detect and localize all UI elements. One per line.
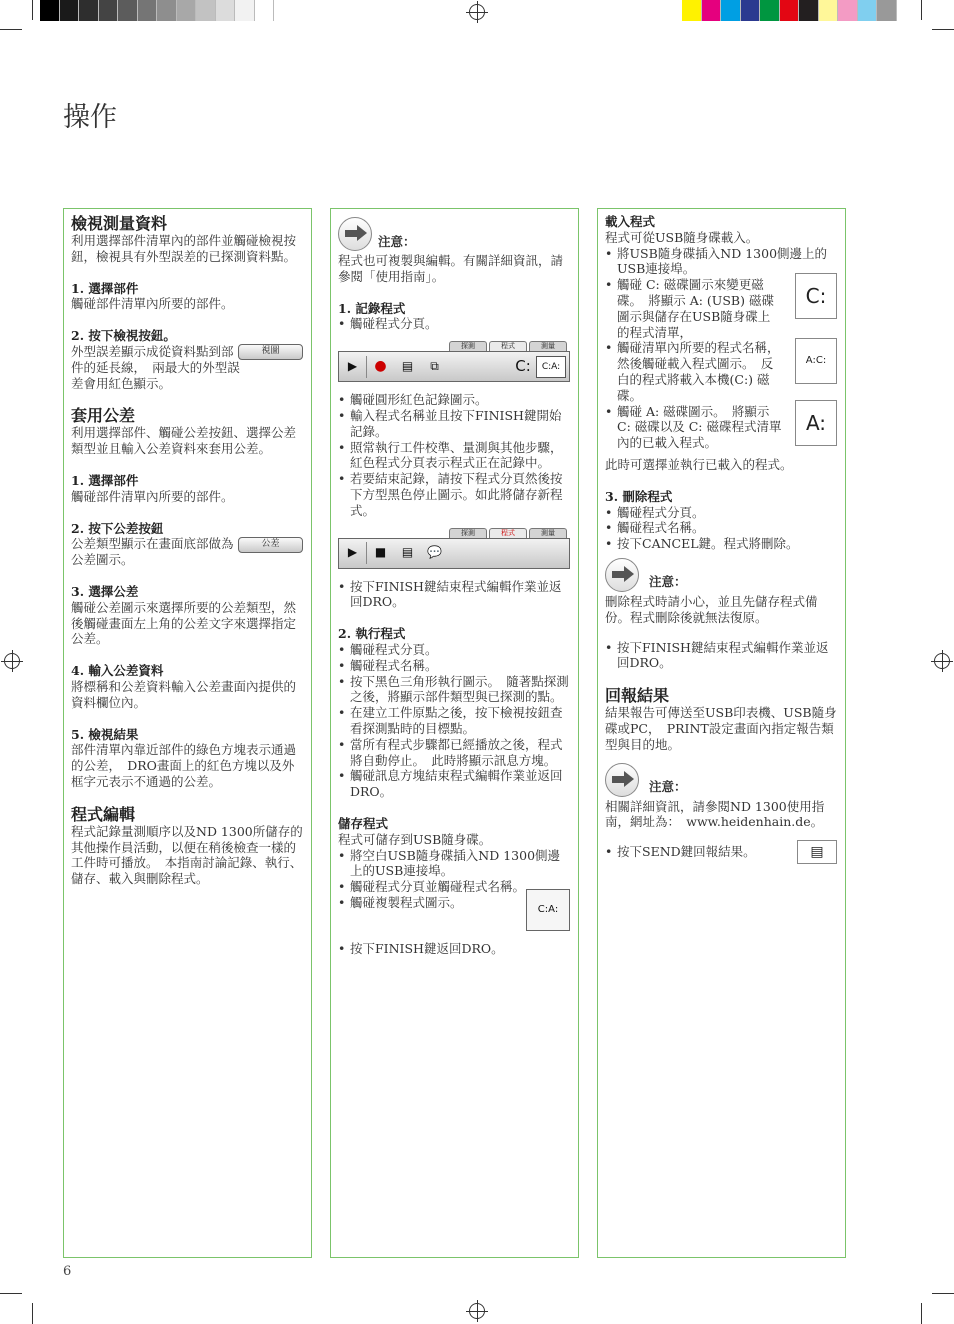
record-icon[interactable]: ● — [374, 357, 387, 374]
paragraph: 此時可選擇並執行已載入的程式。 — [605, 456, 793, 472]
color-calibration-bar — [682, 0, 897, 21]
drive-a-icon[interactable]: A: — [795, 400, 837, 446]
color-swatch — [877, 0, 897, 21]
section-title: 載入程式 — [605, 214, 656, 229]
note-header — [338, 217, 570, 251]
step-title: 3. 刪除程式 — [605, 488, 673, 504]
note-label: 注意： — [378, 233, 416, 249]
registration-mark-right — [934, 653, 950, 669]
page-number: 6 — [63, 1264, 72, 1279]
edit-icon[interactable]: ▤ — [401, 545, 414, 560]
note-header — [605, 763, 837, 797]
list-item: • 觸碰 A: 磁碟圖示。 將顯示 C: 磁碟以及 C: 磁碟程式清單內的已載入程式。 A: — [605, 404, 837, 451]
program-toolbar-record — [338, 341, 570, 382]
crop-mark — [0, 29, 22, 30]
list-item: • 觸碰清單內所要的程式名稱，然後觸碰載入程式圖示。 反白的程式將載入本機(C:) 磁碟。 A:C: — [605, 340, 837, 403]
page-title: 操作 — [63, 102, 117, 133]
paragraph: 程式可從USB隨身碟載入。 — [605, 229, 759, 245]
note-text: 程式也可複製與編輯。有關詳細資訊，請參閱「使用指南」。 — [338, 253, 564, 284]
gray-swatch — [235, 0, 255, 21]
section-title: 檢視測量資料 — [71, 214, 168, 233]
step-title: 2. 按下公差按鈕 — [71, 520, 164, 536]
tab-measure[interactable]: 測量 — [529, 528, 567, 538]
run-icon[interactable]: ▶ — [347, 545, 358, 560]
list-item: • 觸碰程式名稱。 — [338, 658, 570, 674]
column-1 — [63, 208, 312, 1258]
crop-mark — [921, 1303, 922, 1324]
paragraph: 外型誤差顯示成從資料點到部件的延長線， 兩最大的外型誤差會用紅色顯示。 — [71, 343, 240, 391]
gray-swatch — [177, 0, 197, 21]
file-icon[interactable]: ⧉ — [430, 358, 439, 373]
list-item: • 在建立工件原點之後，按下檢視按鈕查看探測點時的目標點。 — [338, 705, 570, 737]
list-item: • 將空白USB隨身碟插入ND 1300側邊上的USB連接埠。 — [338, 848, 570, 880]
drive-c-icon[interactable]: C: — [515, 356, 531, 375]
crop-mark — [32, 1303, 33, 1324]
edit-icon[interactable]: ▤ — [401, 358, 414, 373]
note-arrow-icon — [605, 763, 639, 797]
paragraph: 觸碰公差圖示來選擇所要的公差類型，然後觸碰畫面左上角的公差文字來選擇指定公差。 — [71, 599, 297, 647]
step-title: 3. 選擇公差 — [71, 583, 139, 599]
list-item: • 觸碰訊息方塊結束程式編輯作業並返回DRO。 — [338, 768, 570, 800]
list-item: • 觸碰程式分頁並觸碰程式名稱。 — [338, 879, 570, 895]
gray-swatch — [216, 0, 236, 21]
color-swatch — [819, 0, 839, 21]
paragraph: 程式記錄量測順序以及ND 1300所儲存的其他操作員活動，以便在稍後檢查一樣的工件時可播放。 本指南討論記錄、執行、儲存、載入與刪除程式。 — [71, 823, 303, 887]
color-swatch — [721, 0, 741, 21]
note-label: 注意： — [649, 779, 687, 795]
list-item: • 按下FINISH鍵結束程式編輯作業並返回DRO。 — [605, 640, 837, 672]
color-swatch — [858, 0, 878, 21]
color-swatch — [741, 0, 761, 21]
list-item: • 照常執行工件校準、量測與其他步驟， 紅色程式分頁表示程式正在記錄中。 — [338, 440, 570, 472]
color-swatch — [682, 0, 702, 21]
step-title: 4. 輸入公差資料 — [71, 663, 164, 679]
list-item: • 觸碰程式分頁。 — [338, 316, 570, 332]
list-item: • 按下FINISH鍵返回DRO。 — [338, 941, 570, 957]
registration-mark-top — [469, 4, 485, 20]
paragraph: 程式可儲存到USB隨身碟。 — [338, 831, 492, 847]
list-item: • 按下CANCEL鍵。程式將刪除。 — [605, 536, 837, 552]
note-header — [605, 558, 837, 592]
gray-swatch — [99, 0, 119, 21]
section-title: 套用公差 — [71, 406, 136, 426]
list-item: • 按下黑色三角形執行圖示。 隨著點探測之後，將顯示部件類型與已探測的點。 — [338, 674, 570, 706]
gray-swatch — [255, 0, 275, 21]
note-label: 注意： — [649, 574, 687, 590]
step-title: 1. 記錄程式 — [338, 300, 406, 316]
step-title: 1. 選擇部件 — [71, 280, 139, 296]
message-icon[interactable]: 💬 — [427, 545, 442, 560]
step-title: 1. 選擇部件 — [71, 472, 139, 488]
drive-c-icon[interactable]: C: — [795, 273, 837, 319]
tolerance-button[interactable]: 公差 — [238, 537, 303, 553]
color-swatch — [799, 0, 819, 21]
gray-swatch — [157, 0, 177, 21]
note-arrow-icon — [605, 558, 639, 592]
note-text: 刪除程式時請小心，並且先儲存程式備份。程式刪除後就無法復原。 — [605, 593, 818, 625]
list-item: • 當所有程式步驟都已經播放之後，程式將自動停止。 此時將顯示訊息方塊。 — [338, 737, 570, 769]
step-title: 2. 按下檢視按鈕。 — [71, 328, 176, 344]
tab-program[interactable]: 程式 — [489, 341, 527, 351]
list-item: • 觸碰程式分頁。 — [605, 505, 837, 521]
tab-probe[interactable]: 探測 — [449, 341, 487, 351]
list-item: • 觸碰複製程式圖示。 C:A: — [338, 895, 570, 941]
step-title: 儲存程式 — [338, 815, 389, 831]
gray-swatch — [196, 0, 216, 21]
send-report-icon[interactable]: ▤ — [797, 840, 837, 864]
gray-scale-bar — [40, 0, 274, 21]
gray-swatch — [79, 0, 99, 21]
tab-program[interactable]: 程式 — [489, 528, 527, 538]
crop-mark — [0, 1293, 22, 1294]
stop-icon[interactable]: ■ — [374, 545, 387, 560]
copy-program-icon[interactable]: C:A: — [536, 356, 566, 378]
gray-swatch — [40, 0, 60, 21]
run-icon[interactable]: ▶ — [347, 358, 358, 373]
column-2 — [330, 208, 579, 1258]
note-arrow-icon — [338, 217, 372, 251]
section-title: 程式編輯 — [71, 804, 136, 824]
paragraph: 結果報告可傳送至USB印表機、USB隨身碟或PC， PRINT設定畫面內指定報告類型與目的地。 — [605, 705, 837, 752]
gray-swatch — [60, 0, 80, 21]
load-program-icon[interactable]: A:C: — [795, 338, 837, 384]
list-item: • 將USB隨身碟插入ND 1300側邊上的USB連接埠。 — [605, 246, 837, 278]
crop-mark — [921, 0, 922, 20]
registration-mark-bottom — [469, 1303, 485, 1319]
color-swatch — [760, 0, 780, 21]
list-item: • 若要結束記錄，請按下程式分頁然後按下方型黑色停止圖示。如此將儲存新程式。 — [338, 471, 570, 518]
tab-measure[interactable]: 測量 — [529, 341, 567, 351]
crop-mark — [32, 0, 33, 20]
copy-program-icon[interactable]: C:A: — [526, 889, 570, 931]
list-item: • 觸碰程式分頁。 — [338, 642, 570, 658]
color-swatch — [780, 0, 800, 21]
color-swatch — [838, 0, 858, 21]
crop-mark — [932, 1293, 954, 1294]
paragraph: 部件清單內靠近部件的綠色方塊表示通過的公差， DRO畫面上的紅色方塊以及外框字元表示不通過的公差。 — [71, 742, 297, 789]
tab-probe[interactable]: 探測 — [449, 528, 487, 538]
list-item: • 觸碰圓形紅色記錄圖示。 — [338, 392, 570, 408]
program-toolbar-stop — [338, 528, 570, 569]
note-text: 相關詳細資訊，請參閱ND 1300使用指南，網址為： www.heidenhain.de。 — [605, 798, 825, 830]
list-item: • 觸碰程式名稱。 — [605, 520, 837, 536]
view-button[interactable]: 視圖 — [238, 344, 303, 360]
crop-mark — [932, 29, 954, 30]
section-title: 回報結果 — [605, 686, 670, 706]
column-3 — [597, 208, 846, 1258]
paragraph: 將標稱和公差資料輸入公差畫面內提供的資料欄位內。 — [71, 678, 297, 710]
registration-mark-left — [4, 653, 20, 669]
list-item: • 觸碰 C: 磁碟圖示來變更磁碟。 將顯示 A: (USB) 磁碟圖示與儲存在USB隨身碟上的程式清單， C: — [605, 277, 837, 340]
step-title: 5. 檢視結果 — [71, 726, 139, 742]
paragraph: 觸碰部件清單內所要的部件。 — [71, 296, 234, 312]
paragraph: 公差類型顯示在畫面底部做為公差圖示。 — [71, 536, 234, 568]
gray-swatch — [118, 0, 138, 21]
paragraph: 利用選擇部件清單內的部件並觸碰檢視按鈕，檢視具有外型誤差的已探測資料點。 — [71, 233, 297, 264]
list-item: • 輸入程式名稱並且按下FINISH鍵開始記錄。 — [338, 408, 570, 440]
color-swatch — [702, 0, 722, 21]
list-item: • 按下SEND鍵回報結果。 ▤ — [605, 844, 837, 860]
gray-swatch — [138, 0, 158, 21]
list-item: • 按下FINISH鍵結束程式編輯作業並返回DRO。 — [338, 579, 570, 611]
paragraph: 利用選擇部件、觸碰公差按鈕、選擇公差類型並且輸入公差資料來套用公差。 — [71, 425, 297, 457]
paragraph: 觸碰部件清單內所要的部件。 — [71, 488, 234, 504]
step-title: 2. 執行程式 — [338, 626, 406, 642]
